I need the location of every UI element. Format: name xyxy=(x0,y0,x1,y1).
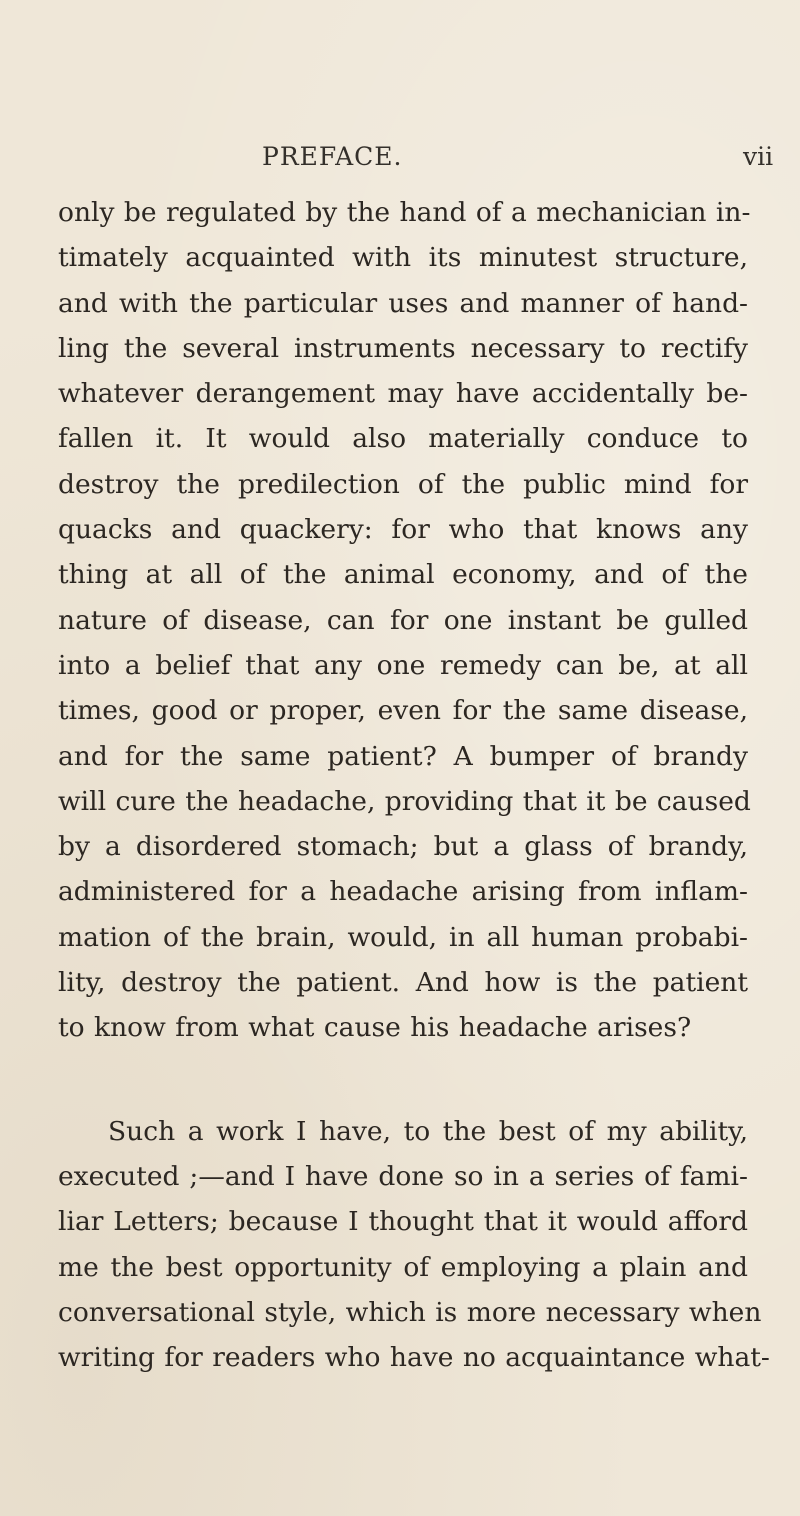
running-head: PREFACE. xyxy=(262,142,403,171)
text-line: whatever derangement may have accidentally be- xyxy=(58,378,748,410)
text-line: me the best opportunity of employing a plain and xyxy=(58,1251,748,1283)
text-line: and for the same patient? A bumper of brandy xyxy=(58,740,748,772)
text-line: Such a work I have, to the best of my ability, xyxy=(108,1115,748,1147)
text-line: executed ;—and I have done so in a series of fami- xyxy=(58,1160,748,1192)
text-line: writing for readers who have no acquaintance what- xyxy=(58,1342,770,1374)
text-line: ling the several instruments necessary to rectify xyxy=(58,332,748,364)
text-line: lity, destroy the patient. And how is the patient xyxy=(58,967,748,999)
page-header xyxy=(0,138,800,178)
text-line: times, good or proper, even for the same disease, xyxy=(58,695,748,727)
text-line: quacks and quackery: for who that knows any xyxy=(58,514,748,546)
text-line: and with the particular uses and manner of hand- xyxy=(58,287,748,319)
text-line: nature of disease, can for one instant be gulled xyxy=(58,604,748,636)
text-line: mation of the brain, would, in all human probabi- xyxy=(58,921,748,953)
paragraph-1 xyxy=(58,190,751,1051)
text-line: fallen it. It would also materially conduce to xyxy=(58,423,748,455)
paragraph-spacer xyxy=(58,1051,748,1109)
text-line: will cure the headache, providing that it be caused xyxy=(58,785,751,817)
text-line: destroy the predilection of the public mind for xyxy=(58,468,748,500)
text-line: into a belief that any one remedy can be, at all xyxy=(58,649,748,681)
text-line: only be regulated by the hand of a mechanician in- xyxy=(58,197,751,228)
text-line: liar Letters; because I thought that it would afford xyxy=(58,1206,748,1238)
text-line: conversational style, which is more necessary when xyxy=(58,1296,762,1328)
paragraph-2 xyxy=(58,1109,770,1381)
text-line: timately acquainted with its minutest structure, xyxy=(58,242,748,274)
text-line: thing at all of the animal economy, and of the xyxy=(58,559,748,591)
text-line: to know from what cause his headache arises? xyxy=(58,1012,692,1044)
text-line: administered for a headache arising from inflam- xyxy=(58,876,748,908)
text-line: by a disordered stomach; but a glass of brandy, xyxy=(58,831,748,863)
page-number: vii xyxy=(743,142,774,171)
body-text xyxy=(58,190,770,1380)
